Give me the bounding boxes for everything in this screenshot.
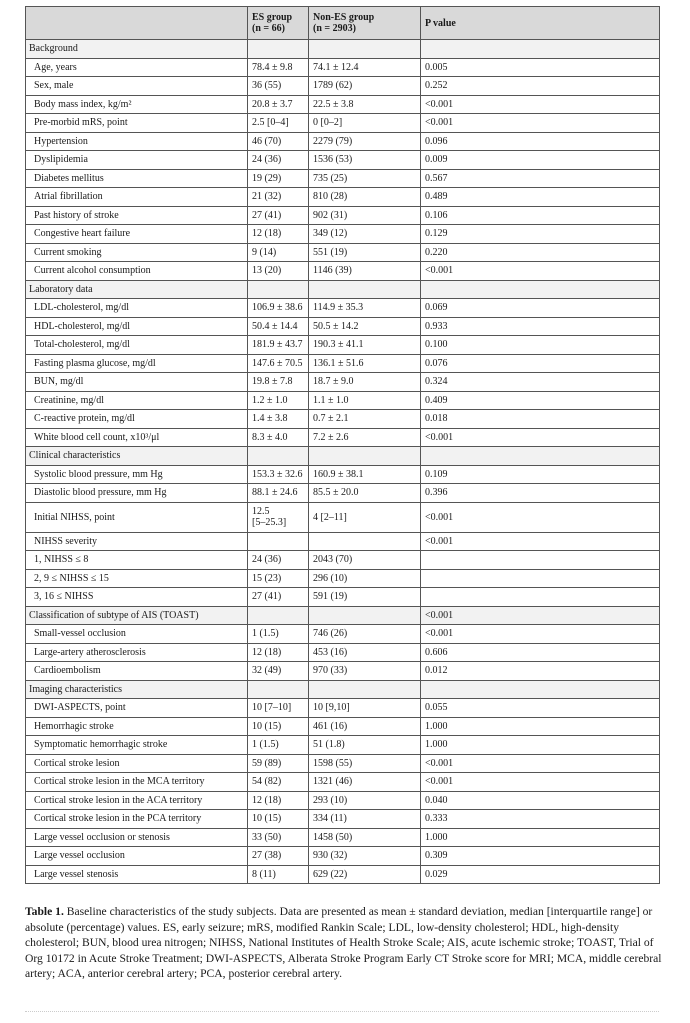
- cell-p-value: 0.009: [421, 151, 660, 170]
- table-row: [26, 625, 660, 644]
- table-body: [26, 40, 660, 884]
- cell-p-value: <0.001: [421, 606, 660, 625]
- table-row: [26, 662, 660, 681]
- cell-characteristic: Imaging characteristics: [26, 680, 248, 699]
- cell-non-es-group: 810 (28): [309, 188, 421, 207]
- cell-non-es-group: 735 (25): [309, 169, 421, 188]
- cell-p-value: 0.018: [421, 410, 660, 429]
- table-row: [26, 373, 660, 392]
- cell-non-es-group: 902 (31): [309, 206, 421, 225]
- cell-p-value: 0.252: [421, 77, 660, 96]
- cell-es-group: 1.4 ± 3.8: [248, 410, 309, 429]
- cell-non-es-group: 190.3 ± 41.1: [309, 336, 421, 355]
- cell-p-value: 0.106: [421, 206, 660, 225]
- cell-es-group: 15 (23): [248, 569, 309, 588]
- cell-p-value: 0.933: [421, 317, 660, 336]
- cell-characteristic: Initial NIHSS, point: [26, 502, 248, 532]
- table-header-row: [26, 7, 660, 40]
- cell-non-es-group: 160.9 ± 38.1: [309, 465, 421, 484]
- cell-es-group: 2.5 [0–4]: [248, 114, 309, 133]
- table-row: [26, 336, 660, 355]
- cell-characteristic: Diastolic blood pressure, mm Hg: [26, 484, 248, 503]
- cell-characteristic: Clinical characteristics: [26, 447, 248, 466]
- cell-p-value: 0.409: [421, 391, 660, 410]
- cell-non-es-group: 2279 (79): [309, 132, 421, 151]
- section-row: [26, 680, 660, 699]
- table-row: [26, 299, 660, 318]
- cell-non-es-group: 50.5 ± 14.2: [309, 317, 421, 336]
- cell-characteristic: Cortical stroke lesion in the PCA territory: [26, 810, 248, 829]
- cell-p-value: 0.567: [421, 169, 660, 188]
- table-row: [26, 410, 660, 429]
- cell-non-es-group: 0.7 ± 2.1: [309, 410, 421, 429]
- cell-characteristic: Total-cholesterol, mg/dl: [26, 336, 248, 355]
- cell-es-group: 181.9 ± 43.7: [248, 336, 309, 355]
- table-row: [26, 206, 660, 225]
- cell-characteristic: Classification of subtype of AIS (TOAST): [26, 606, 248, 625]
- cell-non-es-group: 461 (16): [309, 717, 421, 736]
- table-row: [26, 317, 660, 336]
- table-row: [26, 588, 660, 607]
- cell-es-group: [248, 280, 309, 299]
- cell-es-group: 12.5 [5–25.3]: [248, 502, 309, 532]
- cell-non-es-group: 18.7 ± 9.0: [309, 373, 421, 392]
- cell-characteristic: Systolic blood pressure, mm Hg: [26, 465, 248, 484]
- cell-non-es-group: 334 (11): [309, 810, 421, 829]
- cell-characteristic: Body mass index, kg/m²: [26, 95, 248, 114]
- table-row: [26, 551, 660, 570]
- cell-non-es-group: 1598 (55): [309, 754, 421, 773]
- cell-p-value: [421, 40, 660, 59]
- table-row: [26, 847, 660, 866]
- cell-p-value: [421, 680, 660, 699]
- cell-characteristic: Hemorrhagic stroke: [26, 717, 248, 736]
- cell-es-group: 13 (20): [248, 262, 309, 281]
- cell-es-group: 24 (36): [248, 151, 309, 170]
- cell-characteristic: C-reactive protein, mg/dl: [26, 410, 248, 429]
- cell-p-value: <0.001: [421, 95, 660, 114]
- cell-characteristic: Large vessel occlusion or stenosis: [26, 828, 248, 847]
- cell-es-group: 78.4 ± 9.8: [248, 58, 309, 77]
- cell-characteristic: 2, 9 ≤ NIHSS ≤ 15: [26, 569, 248, 588]
- cell-characteristic: Large vessel occlusion: [26, 847, 248, 866]
- cell-non-es-group: [309, 680, 421, 699]
- cell-es-group: 32 (49): [248, 662, 309, 681]
- table-row: [26, 484, 660, 503]
- cell-characteristic: BUN, mg/dl: [26, 373, 248, 392]
- table-row: [26, 502, 660, 532]
- table-row: [26, 188, 660, 207]
- table-row: [26, 77, 660, 96]
- cell-non-es-group: 970 (33): [309, 662, 421, 681]
- cell-characteristic: Creatinine, mg/dl: [26, 391, 248, 410]
- cell-p-value: <0.001: [421, 532, 660, 551]
- cell-non-es-group: 1146 (39): [309, 262, 421, 281]
- cell-characteristic: NIHSS severity: [26, 532, 248, 551]
- cell-non-es-group: 4 [2–11]: [309, 502, 421, 532]
- cell-characteristic: Cortical stroke lesion in the MCA territory: [26, 773, 248, 792]
- cell-es-group: 59 (89): [248, 754, 309, 773]
- cell-es-group: 10 [7–10]: [248, 699, 309, 718]
- cell-characteristic: Cardioembolism: [26, 662, 248, 681]
- cell-characteristic: Dyslipidemia: [26, 151, 248, 170]
- cell-p-value: 1.000: [421, 828, 660, 847]
- cell-p-value: 0.076: [421, 354, 660, 373]
- dotted-divider: [25, 1011, 659, 1012]
- cell-es-group: 19 (29): [248, 169, 309, 188]
- cell-non-es-group: 1458 (50): [309, 828, 421, 847]
- table-row: [26, 736, 660, 755]
- cell-non-es-group: 1536 (53): [309, 151, 421, 170]
- cell-non-es-group: 85.5 ± 20.0: [309, 484, 421, 503]
- cell-non-es-group: [309, 447, 421, 466]
- cell-p-value: <0.001: [421, 262, 660, 281]
- cell-non-es-group: [309, 606, 421, 625]
- table-row: [26, 465, 660, 484]
- cell-characteristic: Large vessel stenosis: [26, 865, 248, 884]
- cell-es-group: 27 (41): [248, 588, 309, 607]
- cell-characteristic: Large-artery atherosclerosis: [26, 643, 248, 662]
- cell-non-es-group: 114.9 ± 35.3: [309, 299, 421, 318]
- cell-non-es-group: 1321 (46): [309, 773, 421, 792]
- cell-characteristic: Current alcohol consumption: [26, 262, 248, 281]
- caption-label: Table 1.: [25, 905, 64, 918]
- table-row: [26, 262, 660, 281]
- cell-es-group: 12 (18): [248, 225, 309, 244]
- cell-es-group: 9 (14): [248, 243, 309, 262]
- table-row: [26, 225, 660, 244]
- cell-es-group: 1 (1.5): [248, 736, 309, 755]
- cell-characteristic: Background: [26, 40, 248, 59]
- cell-es-group: 27 (41): [248, 206, 309, 225]
- table-row: [26, 810, 660, 829]
- section-row: [26, 280, 660, 299]
- cell-p-value: 0.333: [421, 810, 660, 829]
- cell-es-group: [248, 532, 309, 551]
- cell-es-group: 50.4 ± 14.4: [248, 317, 309, 336]
- cell-non-es-group: 0 [0–2]: [309, 114, 421, 133]
- cell-non-es-group: 591 (19): [309, 588, 421, 607]
- cell-p-value: 0.324: [421, 373, 660, 392]
- cell-p-value: 1.000: [421, 717, 660, 736]
- cell-p-value: 0.309: [421, 847, 660, 866]
- cell-p-value: 0.606: [421, 643, 660, 662]
- header-characteristic: [26, 7, 248, 40]
- table-row: [26, 132, 660, 151]
- cell-non-es-group: 453 (16): [309, 643, 421, 662]
- baseline-characteristics-table: [25, 6, 660, 884]
- table-row: [26, 754, 660, 773]
- table-row: [26, 828, 660, 847]
- cell-characteristic: Laboratory data: [26, 280, 248, 299]
- cell-es-group: 1.2 ± 1.0: [248, 391, 309, 410]
- cell-p-value: 0.100: [421, 336, 660, 355]
- cell-characteristic: Pre-morbid mRS, point: [26, 114, 248, 133]
- cell-characteristic: Past history of stroke: [26, 206, 248, 225]
- cell-characteristic: Sex, male: [26, 77, 248, 96]
- cell-p-value: <0.001: [421, 625, 660, 644]
- cell-non-es-group: 51 (1.8): [309, 736, 421, 755]
- cell-non-es-group: 22.5 ± 3.8: [309, 95, 421, 114]
- caption-text: Baseline characteristics of the study subjects. Data are presented as mean ± standard deviation, median [interquartile range] or absolute (percentage) values. ES, early seizure; mRS, modified Rankin Scale; LDL, low-density cholesterol; HDL, high-density cholesterol; BUN, blood urea nitrogen; NIHSS, National Institutes of Health Stroke Scale; AIS, acute ischemic stroke; TOAST, Trial of Org 10172 in Acute Stroke Treatment; DWI-ASPECTS, Alberata Stroke Program Early CT Stroke score for MRI; MCA, middle cerebral artery; ACA, anterior cerebral artery; PCA, posterior cerebral artery.: [25, 905, 662, 980]
- cell-non-es-group: 551 (19): [309, 243, 421, 262]
- cell-es-group: 36 (55): [248, 77, 309, 96]
- cell-characteristic: Hypertension: [26, 132, 248, 151]
- cell-p-value: 0.005: [421, 58, 660, 77]
- section-row: [26, 447, 660, 466]
- cell-p-value: 1.000: [421, 736, 660, 755]
- table-row: [26, 95, 660, 114]
- cell-characteristic: DWI-ASPECTS, point: [26, 699, 248, 718]
- cell-characteristic: Current smoking: [26, 243, 248, 262]
- cell-non-es-group: 629 (22): [309, 865, 421, 884]
- cell-non-es-group: 746 (26): [309, 625, 421, 644]
- cell-p-value: [421, 280, 660, 299]
- cell-characteristic: Cortical stroke lesion: [26, 754, 248, 773]
- cell-p-value: 0.055: [421, 699, 660, 718]
- cell-characteristic: 1, NIHSS ≤ 8: [26, 551, 248, 570]
- cell-es-group: 27 (38): [248, 847, 309, 866]
- cell-characteristic: Small-vessel occlusion: [26, 625, 248, 644]
- cell-p-value: 0.012: [421, 662, 660, 681]
- cell-p-value: [421, 588, 660, 607]
- cell-p-value: <0.001: [421, 502, 660, 532]
- cell-es-group: 33 (50): [248, 828, 309, 847]
- cell-p-value: 0.029: [421, 865, 660, 884]
- header-non-es-group: Non-ES group (n = 2903): [309, 7, 421, 40]
- cell-es-group: 10 (15): [248, 717, 309, 736]
- cell-non-es-group: [309, 280, 421, 299]
- cell-p-value: <0.001: [421, 428, 660, 447]
- cell-non-es-group: 10 [9,10]: [309, 699, 421, 718]
- cell-es-group: 153.3 ± 32.6: [248, 465, 309, 484]
- cell-es-group: 88.1 ± 24.6: [248, 484, 309, 503]
- cell-es-group: [248, 447, 309, 466]
- cell-characteristic: HDL-cholesterol, mg/dl: [26, 317, 248, 336]
- cell-es-group: [248, 40, 309, 59]
- table-row: [26, 773, 660, 792]
- cell-p-value: 0.096: [421, 132, 660, 151]
- table-row: [26, 717, 660, 736]
- cell-p-value: <0.001: [421, 773, 660, 792]
- cell-non-es-group: 293 (10): [309, 791, 421, 810]
- cell-p-value: 0.396: [421, 484, 660, 503]
- cell-characteristic: White blood cell count, x10³/μl: [26, 428, 248, 447]
- table-row: [26, 58, 660, 77]
- cell-es-group: 20.8 ± 3.7: [248, 95, 309, 114]
- cell-non-es-group: [309, 532, 421, 551]
- cell-characteristic: Diabetes mellitus: [26, 169, 248, 188]
- cell-non-es-group: 7.2 ± 2.6: [309, 428, 421, 447]
- cell-p-value: [421, 569, 660, 588]
- cell-non-es-group: 296 (10): [309, 569, 421, 588]
- cell-p-value: [421, 447, 660, 466]
- cell-es-group: 147.6 ± 70.5: [248, 354, 309, 373]
- table-row: [26, 865, 660, 884]
- cell-non-es-group: 74.1 ± 12.4: [309, 58, 421, 77]
- cell-non-es-group: [309, 40, 421, 59]
- cell-non-es-group: 136.1 ± 51.6: [309, 354, 421, 373]
- table-row: [26, 114, 660, 133]
- cell-p-value: <0.001: [421, 754, 660, 773]
- cell-characteristic: Symptomatic hemorrhagic stroke: [26, 736, 248, 755]
- section-row: [26, 606, 660, 625]
- cell-es-group: 8.3 ± 4.0: [248, 428, 309, 447]
- table-caption: [25, 904, 665, 982]
- cell-es-group: 54 (82): [248, 773, 309, 792]
- cell-es-group: 12 (18): [248, 791, 309, 810]
- header-p-value: P value: [421, 7, 660, 40]
- table-row: [26, 151, 660, 170]
- cell-es-group: [248, 606, 309, 625]
- cell-non-es-group: 1789 (62): [309, 77, 421, 96]
- cell-es-group: 12 (18): [248, 643, 309, 662]
- cell-non-es-group: 930 (32): [309, 847, 421, 866]
- cell-characteristic: LDL-cholesterol, mg/dl: [26, 299, 248, 318]
- cell-es-group: 1 (1.5): [248, 625, 309, 644]
- cell-non-es-group: 1.1 ± 1.0: [309, 391, 421, 410]
- table-row: [26, 243, 660, 262]
- cell-p-value: 0.129: [421, 225, 660, 244]
- table-row: [26, 699, 660, 718]
- cell-p-value: 0.069: [421, 299, 660, 318]
- cell-es-group: 106.9 ± 38.6: [248, 299, 309, 318]
- cell-characteristic: Atrial fibrillation: [26, 188, 248, 207]
- cell-characteristic: 3, 16 ≤ NIHSS: [26, 588, 248, 607]
- cell-characteristic: Cortical stroke lesion in the ACA territory: [26, 791, 248, 810]
- cell-characteristic: Congestive heart failure: [26, 225, 248, 244]
- cell-p-value: 0.109: [421, 465, 660, 484]
- cell-non-es-group: 2043 (70): [309, 551, 421, 570]
- header-es-group: ES group (n = 66): [248, 7, 309, 40]
- cell-p-value: 0.489: [421, 188, 660, 207]
- cell-characteristic: Age, years: [26, 58, 248, 77]
- cell-es-group: 8 (11): [248, 865, 309, 884]
- table-row: [26, 169, 660, 188]
- cell-non-es-group: 349 (12): [309, 225, 421, 244]
- table-row: [26, 354, 660, 373]
- table-row: [26, 791, 660, 810]
- cell-p-value: 0.220: [421, 243, 660, 262]
- table-row: [26, 569, 660, 588]
- cell-es-group: 19.8 ± 7.8: [248, 373, 309, 392]
- cell-p-value: 0.040: [421, 791, 660, 810]
- cell-es-group: 46 (70): [248, 132, 309, 151]
- table-row: [26, 391, 660, 410]
- section-row: [26, 40, 660, 59]
- cell-es-group: [248, 680, 309, 699]
- cell-p-value: [421, 551, 660, 570]
- table-row: [26, 428, 660, 447]
- cell-es-group: 21 (32): [248, 188, 309, 207]
- cell-characteristic: Fasting plasma glucose, mg/dl: [26, 354, 248, 373]
- cell-es-group: 24 (36): [248, 551, 309, 570]
- cell-es-group: 10 (15): [248, 810, 309, 829]
- table-row: [26, 643, 660, 662]
- table-row: [26, 532, 660, 551]
- cell-p-value: <0.001: [421, 114, 660, 133]
